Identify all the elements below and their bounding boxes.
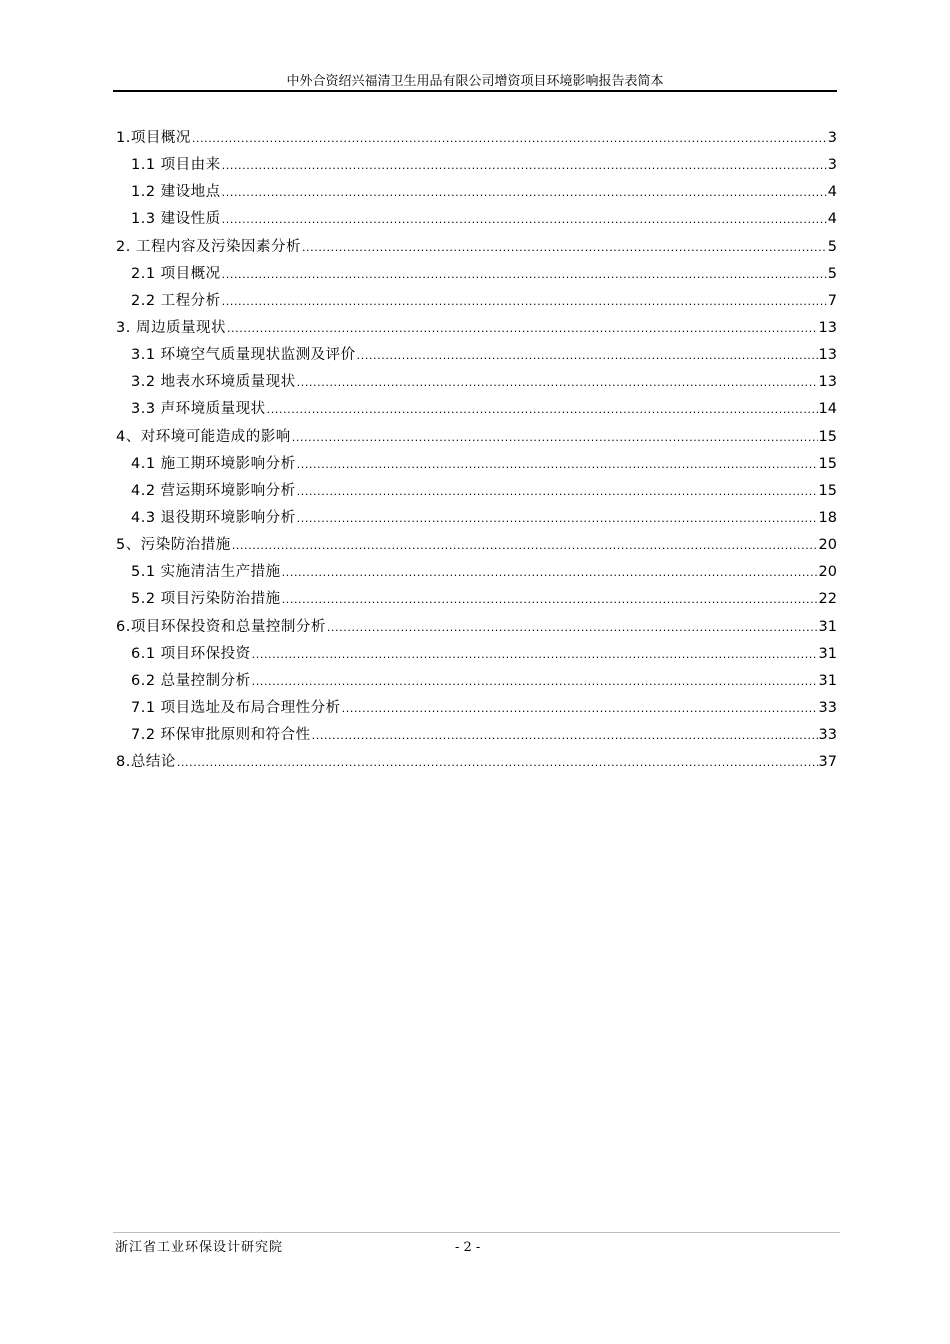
toc-dot-leader (222, 265, 827, 285)
toc-entry-title: 2.1 项目概况 (131, 265, 221, 282)
toc-dot-leader (177, 753, 818, 773)
toc-entry-title: 3. 周边质量现状 (116, 319, 226, 336)
toc-entry-page: 31 (818, 645, 837, 662)
toc-entry-page: 15 (818, 455, 837, 472)
toc-entry[interactable] (113, 182, 837, 209)
toc-entry-title: 6.项目环保投资和总量控制分析 (116, 618, 326, 635)
toc-entry[interactable] (113, 427, 837, 454)
toc-entry-title: 1.3 建设性质 (131, 211, 221, 228)
toc-entry-title: 5、污染防治措施 (116, 537, 231, 554)
toc-entry-title: 8.总结论 (116, 754, 176, 771)
table-of-contents (113, 128, 837, 779)
toc-entry-page: 4 (827, 184, 837, 201)
footer-rule (113, 1232, 840, 1233)
toc-dot-leader (222, 183, 827, 203)
toc-entry[interactable] (113, 128, 837, 155)
toc-entry[interactable] (113, 589, 837, 616)
toc-entry[interactable] (113, 372, 837, 399)
footer-organization: 浙江省工业环保设计研究院 (115, 1240, 284, 1255)
toc-entry[interactable] (113, 698, 837, 725)
toc-entry-title: 4.1 施工期环境影响分析 (131, 455, 296, 472)
toc-entry-page: 5 (827, 265, 837, 282)
toc-entry[interactable] (113, 345, 837, 372)
toc-entry-title: 6.1 项目环保投资 (131, 645, 251, 662)
toc-dot-leader (292, 428, 818, 448)
toc-entry-title: 2. 工程内容及污染因素分析 (116, 238, 301, 255)
toc-dot-leader (297, 373, 818, 393)
toc-dot-leader (342, 699, 818, 719)
toc-entry-page: 37 (818, 754, 837, 771)
toc-entry-title: 3.3 声环境质量现状 (131, 401, 266, 418)
toc-entry-page: 7 (827, 292, 837, 309)
toc-dot-leader (222, 292, 827, 312)
toc-entry-page: 3 (827, 130, 837, 146)
toc-dot-leader (252, 645, 818, 665)
toc-entry-title: 4.3 退役期环境影响分析 (131, 509, 296, 526)
toc-entry-page: 3 (827, 157, 837, 174)
toc-dot-leader (252, 672, 818, 692)
toc-entry[interactable] (113, 264, 837, 291)
footer-page-number: - 2 - (455, 1240, 481, 1255)
toc-dot-leader (267, 400, 818, 420)
toc-dot-leader (312, 726, 818, 746)
toc-entry[interactable] (113, 155, 837, 182)
toc-entry[interactable] (113, 481, 837, 508)
toc-entry-page: 13 (818, 347, 837, 364)
toc-entry-title: 5.1 实施清洁生产措施 (131, 564, 281, 581)
toc-entry-title: 5.2 项目污染防治措施 (131, 591, 281, 608)
toc-dot-leader (357, 346, 818, 366)
toc-entry-page: 18 (818, 509, 837, 526)
toc-entry[interactable] (113, 237, 837, 264)
toc-entry[interactable] (113, 725, 837, 752)
toc-entry-title: 1.项目概况 (116, 130, 191, 146)
toc-entry-title: 4.2 营运期环境影响分析 (131, 482, 296, 499)
header-rule (113, 90, 837, 92)
toc-entry[interactable] (113, 291, 837, 318)
toc-entry-title: 3.2 地表水环境质量现状 (131, 374, 296, 391)
toc-entry-page: 15 (818, 428, 837, 445)
toc-entry-page: 14 (818, 401, 837, 418)
toc-dot-leader (297, 509, 818, 529)
toc-entry[interactable] (113, 617, 837, 644)
toc-entry-title: 7.1 项目选址及布局合理性分析 (131, 699, 341, 716)
toc-entry[interactable] (113, 318, 837, 345)
toc-entry-page: 4 (827, 211, 837, 228)
toc-entry-page: 20 (818, 564, 837, 581)
toc-entry-title: 3.1 环境空气质量现状监测及评价 (131, 347, 356, 364)
toc-entry-title: 6.2 总量控制分析 (131, 672, 251, 689)
toc-entry[interactable] (113, 752, 837, 779)
toc-entry[interactable] (113, 454, 837, 481)
toc-entry-page: 15 (818, 482, 837, 499)
toc-entry-title: 1.2 建设地点 (131, 184, 221, 201)
toc-entry[interactable] (113, 535, 837, 562)
toc-dot-leader (282, 563, 818, 583)
toc-entry-page: 33 (818, 699, 837, 716)
toc-entry-page: 13 (818, 374, 837, 391)
toc-entry-title: 7.2 环保审批原则和符合性 (131, 727, 311, 744)
toc-entry[interactable] (113, 562, 837, 589)
toc-dot-leader (192, 129, 827, 149)
toc-entry-title: 4、对环境可能造成的影响 (116, 428, 291, 445)
toc-entry-page: 20 (818, 537, 837, 554)
toc-entry-page: 5 (827, 238, 837, 255)
toc-entry-title: 2.2 工程分析 (131, 292, 221, 309)
toc-entry[interactable] (113, 644, 837, 671)
toc-entry[interactable] (113, 399, 837, 426)
toc-entry[interactable] (113, 508, 837, 535)
toc-dot-leader (222, 156, 827, 176)
toc-dot-leader (297, 455, 818, 475)
toc-entry-page: 33 (818, 727, 837, 744)
toc-dot-leader (282, 590, 818, 610)
toc-dot-leader (327, 618, 818, 638)
toc-entry[interactable] (113, 671, 837, 698)
toc-dot-leader (222, 210, 827, 230)
toc-dot-leader (297, 482, 818, 502)
toc-entry-page: 22 (818, 591, 837, 608)
toc-entry-page: 13 (818, 319, 837, 336)
toc-dot-leader (227, 319, 818, 339)
toc-entry-page: 31 (818, 618, 837, 635)
toc-dot-leader (302, 238, 827, 258)
toc-entry[interactable] (113, 209, 837, 236)
toc-entry-title: 1.1 项目由来 (131, 157, 221, 174)
toc-entry-page: 31 (818, 672, 837, 689)
toc-dot-leader (232, 536, 818, 556)
running-header: 中外合资绍兴福清卫生用品有限公司增资项目环境影响报告表简本 (286, 74, 664, 89)
